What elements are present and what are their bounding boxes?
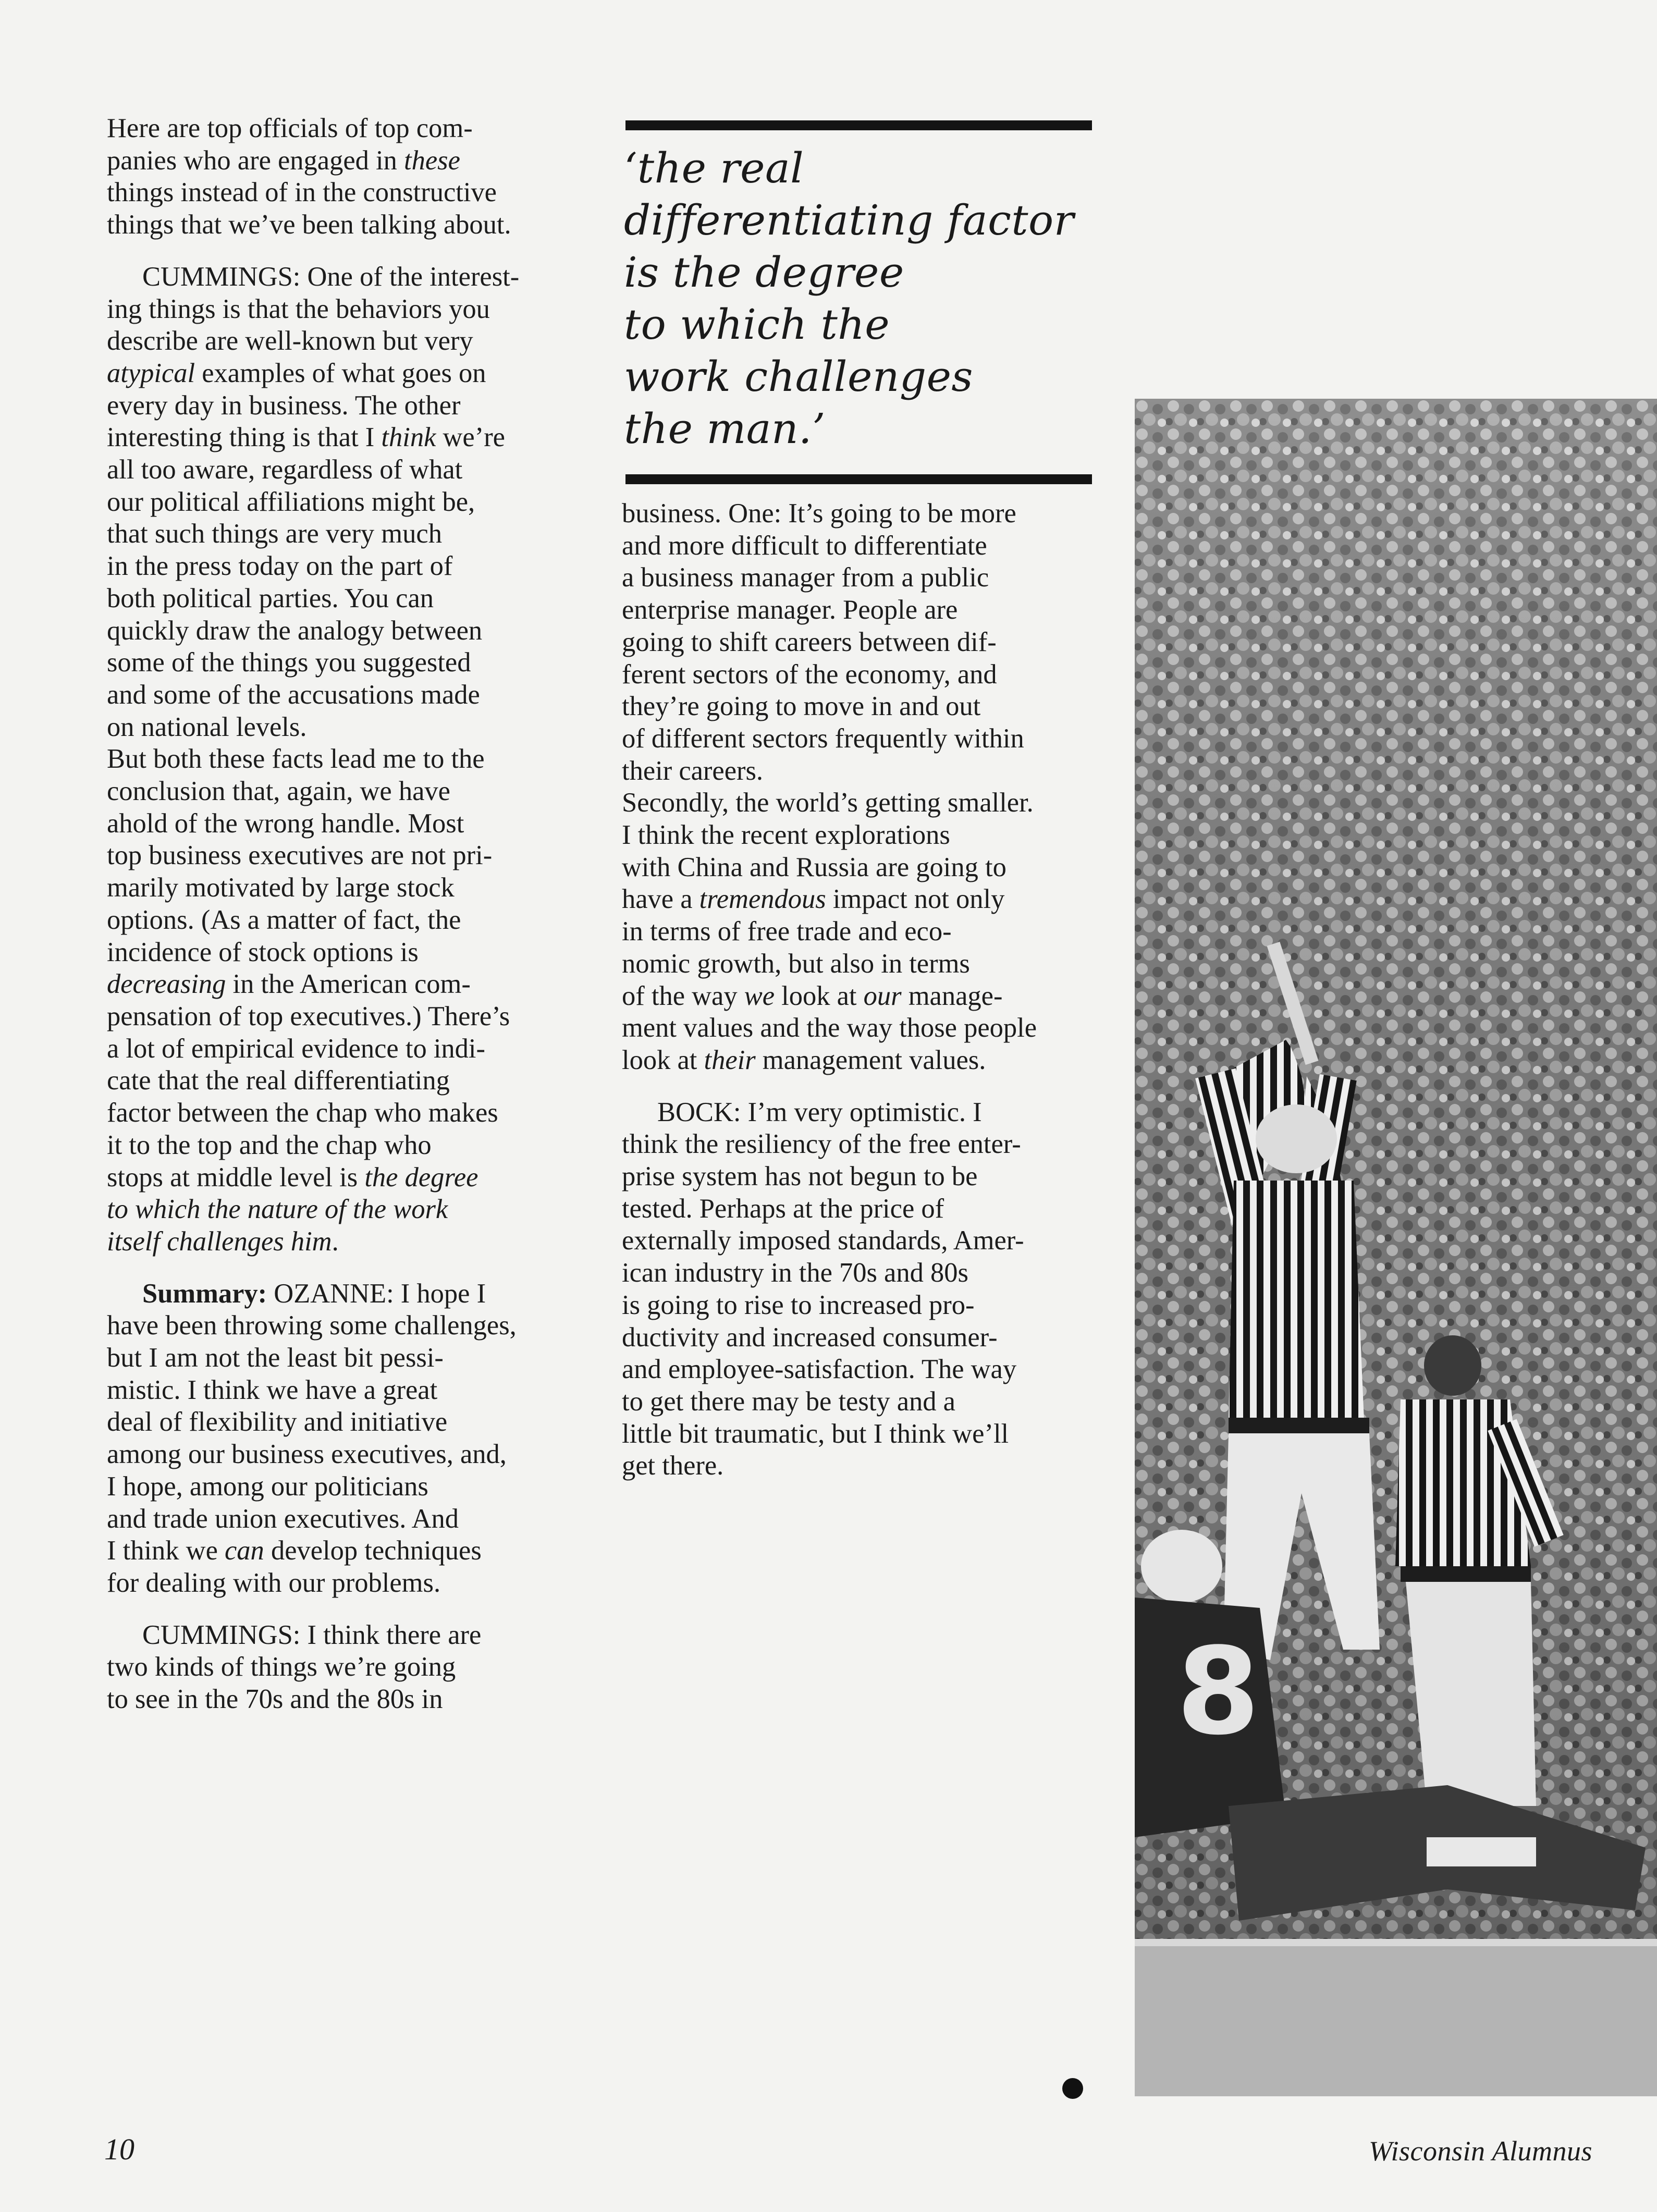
text-run: mistic. I think we have a great [107, 1374, 438, 1405]
text-line [107, 325, 581, 358]
text-run: panies who are engaged in [107, 145, 404, 176]
text-line [107, 1503, 581, 1535]
text-line [107, 1065, 581, 1097]
text-line [107, 293, 581, 326]
text-run: quickly draw the analogy between [107, 615, 483, 646]
text-run: conclusion that, again, we have [107, 776, 450, 807]
pull-quote [624, 142, 1093, 455]
italic-run: the degree [364, 1162, 478, 1193]
text-run: But both these facts lead me to the [107, 744, 485, 775]
text-run: a lot of empirical evidence to indi- [107, 1033, 485, 1064]
text-line [107, 1162, 581, 1194]
text-line [622, 1128, 1091, 1161]
text-line [107, 261, 581, 293]
text-run: but I am not the least bit pessi- [107, 1343, 444, 1373]
text-run: of different sectors frequently within [622, 723, 1024, 754]
text-line [622, 948, 1091, 980]
pull-quote-line: differentiating factor [624, 196, 1074, 244]
italic-run: itself challenges him [107, 1226, 332, 1257]
text-run: management values. [755, 1044, 986, 1075]
text-line [622, 819, 1091, 852]
text-line [622, 787, 1091, 819]
text-line [107, 904, 581, 937]
text-run: impact not only [826, 884, 1005, 915]
pull-quote-line: to which the [624, 300, 890, 349]
text-line [107, 1033, 581, 1065]
text-run: pensation of top executives.) There’s [107, 1001, 510, 1031]
text-line [107, 1097, 581, 1129]
text-run: a business manager from a public [622, 562, 989, 593]
text-line [622, 594, 1091, 626]
middle-text-column [622, 498, 1091, 1482]
text-line [107, 1278, 581, 1310]
text-run: I hope, among our politicians [107, 1471, 428, 1502]
text-line [107, 177, 581, 209]
text-line [622, 1386, 1091, 1418]
text-run: develop techniques [264, 1535, 482, 1566]
pull-quote-bottom-rule [625, 474, 1092, 484]
pull-quote-line: is the degree [624, 248, 904, 297]
text-line [107, 1406, 581, 1439]
text-run: and some of the accusations made [107, 679, 480, 710]
italic-run: think [381, 422, 436, 453]
text-line [622, 883, 1091, 916]
text-run: think the resiliency of the free enter- [622, 1129, 1021, 1160]
text-run: it to the top and the chap who [107, 1129, 432, 1160]
text-line [107, 1651, 581, 1683]
text-run: ment values and the way those people [622, 1013, 1037, 1043]
text-line [107, 711, 581, 744]
text-line [622, 1193, 1091, 1225]
text-run: . [332, 1226, 339, 1257]
text-line [107, 486, 581, 519]
italic-run: atypical [107, 358, 195, 388]
text-line [622, 1044, 1091, 1077]
text-line [622, 1161, 1091, 1193]
text-run: ican industry in the 70s and 80s [622, 1258, 968, 1288]
text-run: two kinds of things we’re going [107, 1652, 456, 1682]
text-run: is going to rise to increased pro- [622, 1289, 975, 1320]
text-line [107, 647, 581, 679]
text-line [107, 1310, 581, 1342]
text-run: deal of flexibility and initiative [107, 1407, 448, 1437]
text-line [107, 1342, 581, 1374]
text-line [622, 562, 1091, 594]
text-run: ferent sectors of the economy, and [622, 659, 997, 690]
text-line [622, 659, 1091, 691]
italic-run: these [404, 145, 460, 176]
text-run: look at [775, 980, 864, 1011]
italic-run: can [225, 1535, 264, 1566]
text-line [107, 743, 581, 776]
text-line [622, 1418, 1091, 1451]
text-line [107, 776, 581, 808]
text-run: little bit traumatic, but I think we’ll [622, 1418, 1009, 1449]
italic-run: our [863, 980, 902, 1011]
text-line [107, 1567, 581, 1600]
text-line [622, 1354, 1091, 1386]
end-of-article-bullet [1062, 2078, 1083, 2099]
jersey-number: 8 [1176, 1623, 1260, 1762]
text-run: I think the recent explorations [622, 820, 950, 851]
text-run: their careers. [622, 755, 764, 786]
text-line [622, 755, 1091, 788]
text-line [107, 615, 581, 647]
text-run: we’re [436, 422, 505, 453]
text-line [107, 1439, 581, 1471]
text-run: have been throwing some challenges, [107, 1310, 517, 1341]
pull-quote-top-rule [625, 120, 1092, 130]
text-line [107, 583, 581, 615]
text-line [107, 1194, 581, 1226]
text-line [107, 1619, 581, 1652]
text-line [622, 530, 1091, 562]
text-run: ing things is that the behaviors you [107, 293, 490, 324]
text-line [622, 626, 1091, 659]
text-line [622, 1289, 1091, 1322]
text-run: interesting thing is that I [107, 422, 382, 453]
text-run: cate that the real differentiating [107, 1065, 450, 1096]
text-run: factor between the chap who makes [107, 1098, 498, 1128]
text-run: I think we [107, 1535, 225, 1566]
text-run: describe are well-known but very [107, 326, 473, 357]
pull-quote-line: work challenges [624, 352, 973, 401]
paragraph [622, 1097, 1091, 1482]
pull-quote-line: ‘the real [624, 144, 804, 192]
text-line [107, 1374, 581, 1407]
text-run: and more difficult to differentiate [622, 530, 987, 561]
text-run: marily motivated by large stock [107, 872, 455, 903]
paragraph [107, 261, 581, 744]
text-run: Here are top officials of top com- [107, 113, 473, 143]
text-run: every day in business. The other [107, 390, 461, 421]
text-run: in the press today on the part of [107, 551, 453, 582]
text-line [107, 1001, 581, 1033]
text-line [107, 872, 581, 904]
text-run: nomic growth, but also in terms [622, 948, 970, 979]
text-line [107, 209, 581, 241]
text-line [622, 1257, 1091, 1289]
text-line [107, 1535, 581, 1567]
text-line [107, 358, 581, 390]
football-photo [1135, 399, 1657, 2096]
text-line [107, 1471, 581, 1503]
text-run: some of the things you suggested [107, 647, 471, 678]
text-run: examples of what goes on [195, 358, 486, 388]
text-line [622, 1322, 1091, 1354]
text-line [107, 1226, 581, 1258]
text-line [107, 1129, 581, 1162]
text-run: and employee-satisfaction. The way [622, 1354, 1017, 1385]
text-line [622, 691, 1091, 723]
text-line [107, 422, 581, 454]
text-run: of the way [622, 980, 744, 1011]
text-line [622, 980, 1091, 1013]
page-number: 10 [104, 2132, 134, 2166]
text-run: in the American com- [226, 969, 471, 1000]
text-run: prise system has not begun to be [622, 1161, 978, 1192]
italic-run: tremendous [699, 884, 826, 915]
text-run: have a [622, 884, 699, 915]
text-line [107, 937, 581, 969]
text-run: enterprise manager. People are [622, 595, 958, 625]
text-run: manage- [901, 980, 1003, 1011]
text-run: things instead of in the constructive [107, 177, 497, 208]
text-run: ductivity and increased consumer- [622, 1322, 998, 1353]
text-line [107, 454, 581, 486]
paragraph [622, 498, 1091, 787]
text-line [622, 498, 1091, 530]
text-run: for dealing with our problems. [107, 1567, 441, 1598]
text-line [107, 1683, 581, 1716]
left-text-column [107, 113, 581, 1716]
text-run: CUMMINGS: One of the interest- [142, 261, 520, 292]
paragraph [107, 1278, 581, 1600]
text-run: ahold of the wrong handle. Most [107, 808, 464, 839]
text-line [622, 852, 1091, 884]
text-line [107, 518, 581, 550]
paragraph [107, 113, 581, 241]
text-line [622, 723, 1091, 755]
text-run: to get there may be testy and a [622, 1386, 955, 1417]
text-run: stops at middle level is [107, 1162, 365, 1193]
text-run: and trade union executives. And [107, 1503, 459, 1534]
text-line [622, 1012, 1091, 1044]
italic-run: to which the nature of the work [107, 1194, 448, 1225]
text-run: top business executives are not pri- [107, 840, 493, 871]
text-run: that such things are very much [107, 519, 442, 549]
text-line [107, 113, 581, 145]
text-line [107, 679, 581, 711]
text-run: Secondly, the world’s getting smaller. [622, 788, 1034, 818]
text-run: OZANNE: I hope I [267, 1278, 486, 1309]
text-run: things that we’ve been talking about. [107, 210, 511, 240]
text-run: on national levels. [107, 711, 307, 742]
text-run: in terms of free trade and eco- [622, 916, 952, 947]
publication-name: Wisconsin Alumnus [1368, 2135, 1592, 2167]
text-run: externally imposed standards, Amer- [622, 1225, 1024, 1256]
text-line [107, 968, 581, 1001]
italic-run: decreasing [107, 969, 226, 1000]
paragraph [622, 787, 1091, 1076]
text-run: among our business executives, and, [107, 1439, 507, 1470]
text-run: our political affiliations might be, [107, 486, 475, 517]
bold-run: Summary: [142, 1278, 267, 1309]
text-run: options. (As a matter of fact, the [107, 904, 461, 935]
text-run: they’re going to move in and out [622, 691, 981, 722]
text-line [107, 145, 581, 177]
text-line [107, 390, 581, 422]
text-run: business. One: It’s going to be more [622, 498, 1016, 529]
text-line [107, 550, 581, 583]
italic-run: we [744, 980, 775, 1011]
text-run: look at [622, 1044, 704, 1075]
italic-run: their [704, 1044, 756, 1075]
text-run: BOCK: I’m very optimistic. I [657, 1097, 982, 1127]
paragraph [107, 743, 581, 1258]
text-run: both political parties. You can [107, 583, 434, 613]
text-line [107, 808, 581, 840]
text-run: with China and Russia are going to [622, 852, 1007, 882]
text-line [622, 1225, 1091, 1257]
text-run: to see in the 70s and the 80s in [107, 1684, 443, 1715]
text-run: all too aware, regardless of what [107, 454, 463, 485]
text-line [107, 840, 581, 872]
pull-quote-line: the man.’ [624, 404, 826, 453]
text-line [622, 1097, 1091, 1129]
paragraph [107, 1619, 581, 1716]
text-run: going to shift careers between dif- [622, 626, 997, 657]
text-line [622, 916, 1091, 948]
text-line [622, 1450, 1091, 1482]
text-run: incidence of stock options is [107, 937, 419, 967]
text-run: get there. [622, 1451, 724, 1481]
text-run: CUMMINGS: I think there are [142, 1619, 482, 1650]
text-run: tested. Perhaps at the price of [622, 1193, 944, 1224]
